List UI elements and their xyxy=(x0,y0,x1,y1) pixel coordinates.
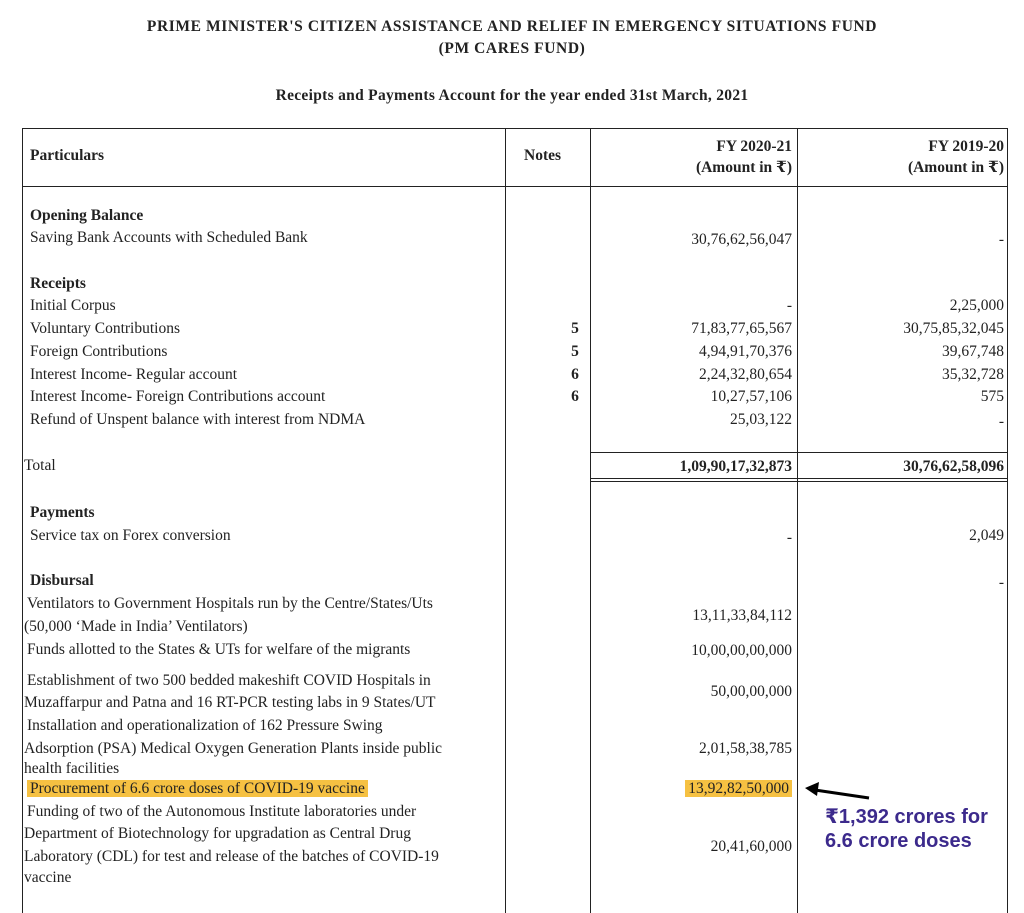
receipt-fy2021: 4,94,91,70,376 xyxy=(699,343,792,360)
header-fy2020-unit: (Amount in ₹) xyxy=(907,159,1004,176)
notes-column-border xyxy=(505,128,506,913)
receipt-fy2020: 35,32,728 xyxy=(942,366,1004,383)
disbursal-fy2020: - xyxy=(998,574,1004,591)
receipt-fy2021: - xyxy=(786,297,792,314)
receipt-note: 6 xyxy=(571,366,579,383)
receipt-note: 6 xyxy=(571,388,579,405)
total-bottom-line-2 xyxy=(590,481,1008,482)
statement-title: Receipts and Payments Account for the year ended 31st March, 2021 xyxy=(275,87,749,104)
disbursal-item-line: vaccine xyxy=(24,869,72,886)
header-bottom-border xyxy=(22,186,1008,187)
disbursal-item-line: Funds allotted to the States & UTs for welfare of the migrants xyxy=(27,641,411,658)
disbursal-item-line: (50,000 ‘Made in India’ Ventilators) xyxy=(24,618,248,635)
receipt-fy2020: 39,67,748 xyxy=(942,343,1004,360)
receipt-fy2021: 2,24,32,80,654 xyxy=(699,366,792,383)
fy2021-column-border xyxy=(590,128,591,913)
disbursal-item-line: Laboratory (CDL) for test and release of the batches of COVID-19 xyxy=(24,848,439,865)
table-right-border xyxy=(1007,128,1008,913)
document-title: PRIME MINISTER'S CITIZEN ASSISTANCE AND RELIEF IN EMERGENCY SITUATIONS FUND xyxy=(146,18,878,35)
disbursal-item-line: Establishment of two 500 bedded makeshift COVID Hospitals in xyxy=(27,672,431,689)
disbursal-item-fy2021: 2,01,58,38,785 xyxy=(699,740,792,757)
disbursal-item-fy2021: 20,41,60,000 xyxy=(710,838,792,855)
receipt-label: Interest Income- Regular account xyxy=(30,366,238,383)
disbursal-item-fy2021: 10,00,00,00,000 xyxy=(691,642,792,659)
payments-label: Service tax on Forex conversion xyxy=(30,527,231,544)
annotation-callout: ₹1,392 crores for 6.6 crore doses xyxy=(825,806,988,852)
receipt-label: Foreign Contributions xyxy=(30,343,168,360)
disbursal-item-line: Ventilators to Government Hospitals run by the Centre/States/Uts xyxy=(27,595,433,612)
total-bottom-line-1 xyxy=(590,478,1008,479)
highlighted-vaccine-amount: 13,92,82,50,000 xyxy=(685,780,792,797)
payments-fy2021: - xyxy=(786,529,792,546)
disbursal-item-line: Funding of two of the Autonomous Institute laboratories under xyxy=(27,803,417,820)
receipt-label: Initial Corpus xyxy=(30,297,116,314)
table-left-border xyxy=(22,128,23,913)
disbursal-item-line: Department of Biotechnology for upgradation as Central Drug xyxy=(24,825,411,842)
arrow-left-icon xyxy=(803,778,873,808)
highlighted-vaccine-label: Procurement of 6.6 crore doses of COVID-19 vaccine xyxy=(27,780,368,797)
receipt-fy2020: 30,75,85,32,045 xyxy=(903,320,1004,337)
total-fy2020: 30,76,62,58,096 xyxy=(903,458,1004,475)
receipt-note: 5 xyxy=(571,320,579,337)
total-label: Total xyxy=(24,457,56,474)
header-fy2021-unit: (Amount in ₹) xyxy=(695,159,792,176)
header-particulars: Particulars xyxy=(30,147,105,164)
receipts-heading: Receipts xyxy=(30,275,86,292)
receipt-label: Refund of Unspent balance with interest from NDMA xyxy=(30,411,366,428)
disbursal-item-fy2021: 50,00,00,000 xyxy=(710,683,792,700)
receipt-fy2020: 2,25,000 xyxy=(949,297,1004,314)
receipt-label: Interest Income- Foreign Contributions account xyxy=(30,388,326,405)
receipt-note: 5 xyxy=(571,343,579,360)
fy2020-column-border xyxy=(797,128,798,913)
disbursal-item-line: health facilities xyxy=(24,760,120,777)
total-fy2021: 1,09,90,17,32,873 xyxy=(679,458,792,475)
payments-heading: Payments xyxy=(30,504,95,521)
disbursal-item-line: Adsorption (PSA) Medical Oxygen Generation Plants inside public xyxy=(24,740,443,757)
disbursal-item-fy2021: 13,11,33,84,112 xyxy=(692,607,792,624)
receipt-fy2021: 71,83,77,65,567 xyxy=(691,320,792,337)
receipt-fy2020: - xyxy=(998,413,1004,430)
disbursal-item-line: Muzaffarpur and Patna and 16 RT-PCR testing labs in 9 States/UT xyxy=(24,694,436,711)
table-top-border xyxy=(22,128,1008,129)
disbursal-heading: Disbursal xyxy=(30,572,94,589)
header-fy2020: FY 2019-20 xyxy=(928,138,1004,155)
receipt-fy2021: 25,03,122 xyxy=(730,411,792,428)
total-top-line xyxy=(590,452,1008,453)
receipt-fy2020: 575 xyxy=(980,388,1004,405)
header-fy2021: FY 2020-21 xyxy=(716,138,792,155)
header-notes: Notes xyxy=(524,147,562,164)
opening-balance-label: Saving Bank Accounts with Scheduled Bank xyxy=(30,229,308,246)
opening-balance-heading: Opening Balance xyxy=(30,207,144,224)
payments-fy2020: 2,049 xyxy=(969,527,1004,544)
receipt-fy2021: 10,27,57,106 xyxy=(710,388,792,405)
opening-balance-fy2021: 30,76,62,56,047 xyxy=(691,231,792,248)
document-subtitle-fund: (PM CARES FUND) xyxy=(438,40,586,57)
receipt-label: Voluntary Contributions xyxy=(30,320,180,337)
opening-balance-fy2020: - xyxy=(998,231,1004,248)
disbursal-item-line: Installation and operationalization of 162 Pressure Swing xyxy=(27,717,383,734)
